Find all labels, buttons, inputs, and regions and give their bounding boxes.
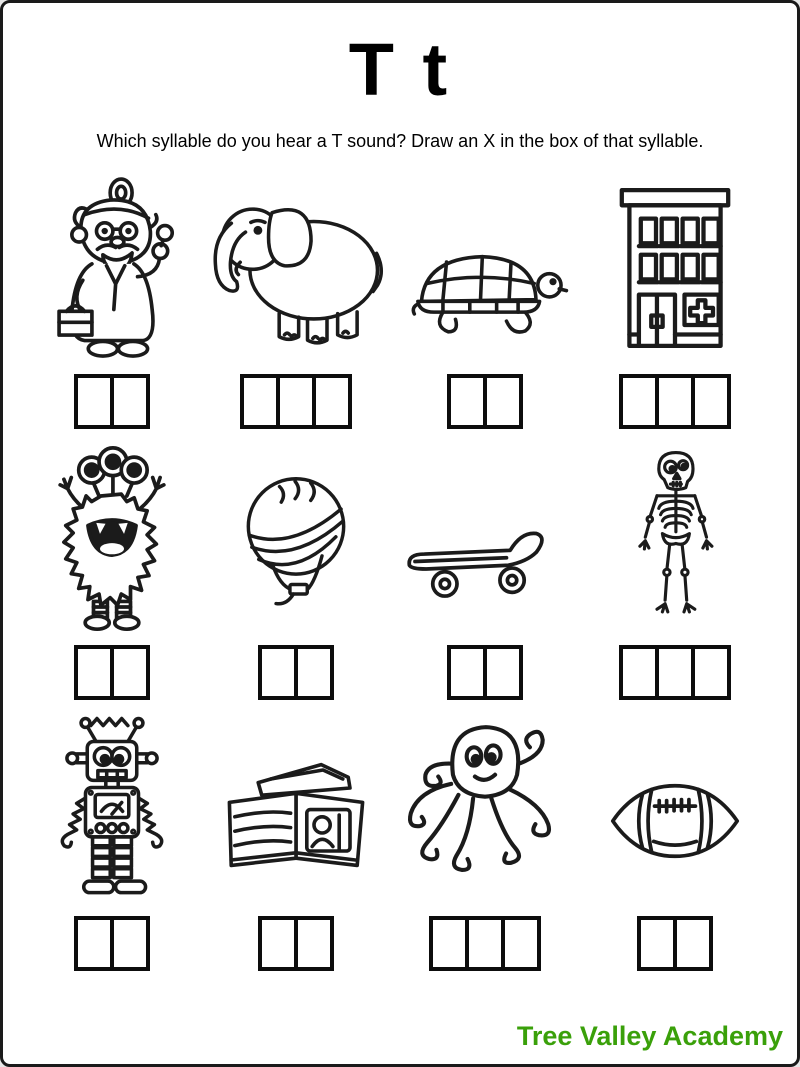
syllable-boxes-helmet <box>258 645 334 700</box>
syllable-box[interactable] <box>637 916 677 971</box>
item-octopus <box>396 712 574 971</box>
syllable-box[interactable] <box>655 645 695 700</box>
item-robot <box>29 712 195 971</box>
syllable-box[interactable] <box>74 374 114 429</box>
elephant-image <box>203 186 389 350</box>
syllable-box[interactable] <box>74 916 114 971</box>
item-doctor <box>29 170 195 429</box>
syllable-boxes-elephant <box>240 374 352 429</box>
page-title: T t <box>348 28 452 111</box>
item-football <box>578 712 771 971</box>
syllable-boxes-doctor <box>74 374 150 429</box>
octopus-image <box>398 716 572 904</box>
item-wallet <box>199 712 392 971</box>
item-skeleton <box>578 441 771 700</box>
item-elephant <box>199 170 392 429</box>
syllable-boxes-turtle <box>447 374 523 429</box>
syllable-box[interactable] <box>483 645 523 700</box>
syllable-boxes-hospital <box>619 374 731 429</box>
item-skateboard <box>396 441 574 700</box>
football-image <box>605 769 745 873</box>
syllable-box[interactable] <box>74 645 114 700</box>
syllable-boxes-skeleton <box>619 645 731 700</box>
instruction-text: Which syllable do you hear a T sound? Draw an X in the box of that syllable. <box>96 131 704 151</box>
syllable-box[interactable] <box>258 916 298 971</box>
syllable-box[interactable] <box>483 374 523 429</box>
hospital-image <box>599 182 751 354</box>
syllable-boxes-skateboard <box>447 645 523 700</box>
syllable-box[interactable] <box>619 374 659 429</box>
syllable-box[interactable] <box>258 645 298 700</box>
syllable-box[interactable] <box>276 374 316 429</box>
syllable-box[interactable] <box>429 916 469 971</box>
syllable-box[interactable] <box>294 916 334 971</box>
syllable-boxes-wallet <box>258 916 334 971</box>
monster-image <box>38 443 186 635</box>
robot-image <box>41 715 183 905</box>
syllable-boxes-football <box>637 916 713 971</box>
footer-brand: Tree Valley Academy <box>516 1021 783 1051</box>
syllable-boxes-monster <box>74 645 150 700</box>
worksheet-grid <box>29 170 771 983</box>
syllable-box[interactable] <box>691 645 731 700</box>
syllable-box[interactable] <box>312 374 352 429</box>
syllable-box[interactable] <box>619 645 659 700</box>
item-hospital <box>578 170 771 429</box>
syllable-box[interactable] <box>110 916 150 971</box>
syllable-boxes-octopus <box>429 916 541 971</box>
syllable-box[interactable] <box>447 374 487 429</box>
doctor-image <box>39 174 185 362</box>
syllable-box[interactable] <box>110 645 150 700</box>
syllable-box[interactable] <box>691 374 731 429</box>
syllable-boxes-robot <box>74 916 150 971</box>
wallet-image <box>212 752 380 878</box>
item-turtle <box>396 170 574 429</box>
skateboard-image <box>396 513 574 611</box>
item-monster <box>29 441 195 700</box>
item-helmet <box>199 441 392 700</box>
syllable-box[interactable] <box>655 374 695 429</box>
helmet-image <box>231 467 361 611</box>
syllable-box[interactable] <box>501 916 541 971</box>
turtle-image <box>400 239 570 345</box>
syllable-box[interactable] <box>673 916 713 971</box>
skeleton-image <box>621 446 729 632</box>
syllable-box[interactable] <box>294 645 334 700</box>
syllable-box[interactable] <box>110 374 150 429</box>
syllable-box[interactable] <box>465 916 505 971</box>
syllable-box[interactable] <box>240 374 280 429</box>
syllable-box[interactable] <box>447 645 487 700</box>
